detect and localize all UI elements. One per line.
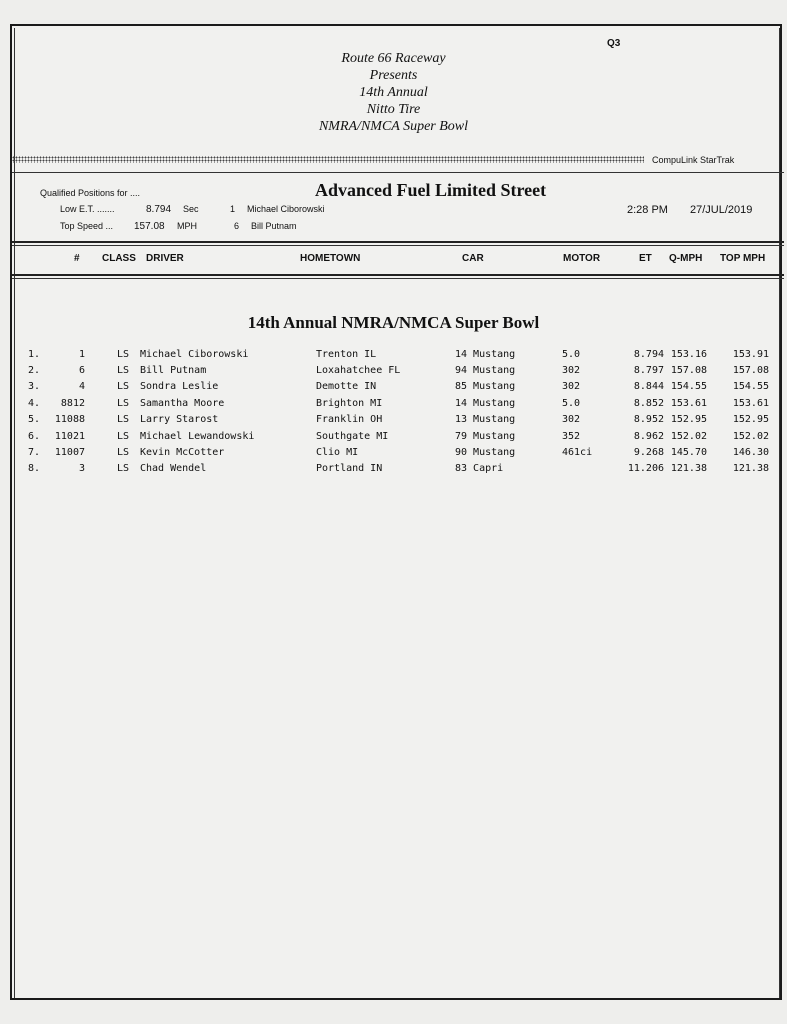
- qmph-cell: 153.61: [670, 398, 707, 409]
- class-cell: LS: [117, 381, 130, 392]
- num-cell: 1: [78, 349, 85, 360]
- class-cell: LS: [117, 447, 130, 458]
- col-num-header: #: [74, 253, 80, 264]
- top-speed-value: 157.08: [134, 221, 165, 232]
- et-cell: 9.268: [633, 447, 664, 458]
- table-row: [0, 381, 787, 397]
- class-cell: LS: [117, 365, 130, 376]
- divider-line: [12, 172, 784, 173]
- col-et-header: ET: [639, 253, 652, 264]
- topmph-cell: 157.08: [732, 365, 769, 376]
- col-qmph-header: Q-MPH: [669, 253, 703, 264]
- low-et-unit: Sec: [183, 204, 199, 214]
- hometown-cell: Trenton IL: [316, 349, 377, 360]
- driver-cell: Samantha Moore: [140, 398, 225, 409]
- et-cell: 8.794: [633, 349, 664, 360]
- col-hometown-header: HOMETOWN: [300, 253, 361, 264]
- num-cell: 3: [78, 463, 85, 474]
- top-speed-driver: Bill Putnam: [251, 221, 297, 231]
- driver-cell: Michael Ciborowski: [140, 349, 249, 360]
- pos-cell: 4.: [28, 398, 41, 409]
- pos-cell: 7.: [28, 447, 41, 458]
- hometown-cell: Franklin OH: [316, 414, 383, 425]
- driver-cell: Larry Starost: [140, 414, 219, 425]
- car-cell: 13 Mustang: [455, 414, 516, 425]
- report-date: 27/JUL/2019: [690, 204, 753, 216]
- et-cell: 8.797: [633, 365, 664, 376]
- low-et-value: 8.794: [146, 204, 172, 215]
- class-cell: LS: [117, 398, 130, 409]
- pos-cell: 5.: [28, 414, 41, 425]
- table-row: [0, 365, 787, 381]
- dotted-divider: [12, 156, 644, 163]
- car-cell: 85 Mustang: [455, 381, 516, 392]
- num-cell: 8812: [60, 398, 85, 409]
- driver-cell: Michael Lewandowski: [140, 431, 255, 442]
- class-cell: LS: [117, 431, 130, 442]
- num-cell: 11007: [54, 447, 85, 458]
- header-line: Presents: [369, 68, 418, 83]
- topmph-cell: 152.95: [732, 414, 769, 425]
- topmph-cell: 154.55: [732, 381, 769, 392]
- top-speed-label: Top Speed ...: [60, 221, 114, 231]
- table-row: [0, 431, 787, 447]
- qmph-cell: 154.55: [670, 381, 707, 392]
- header-line: 14th Annual: [359, 85, 428, 100]
- vendor-label: CompuLink StarTrak: [652, 155, 735, 165]
- et-cell: 8.844: [633, 381, 664, 392]
- driver-cell: Kevin McCotter: [140, 447, 225, 458]
- col-driver-header: DRIVER: [146, 253, 184, 264]
- motor-cell: 5.0: [562, 398, 581, 409]
- qmph-cell: 145.70: [670, 447, 707, 458]
- qmph-cell: 157.08: [670, 365, 707, 376]
- car-cell: 79 Mustang: [455, 431, 516, 442]
- hometown-cell: Portland IN: [316, 463, 383, 474]
- table-row: [0, 349, 787, 365]
- hometown-cell: Clio MI: [316, 447, 359, 458]
- table-row: [0, 414, 787, 430]
- col-car-header: CAR: [462, 253, 484, 264]
- car-cell: 14 Mustang: [455, 398, 516, 409]
- topmph-cell: 146.30: [732, 447, 769, 458]
- pos-cell: 8.: [28, 463, 41, 474]
- col-motor-header: MOTOR: [563, 253, 601, 264]
- num-cell: 11021: [54, 431, 85, 442]
- qualified-label: Qualified Positions for ....: [40, 188, 141, 198]
- header-top-rule: [12, 241, 784, 243]
- driver-cell: Bill Putnam: [140, 365, 207, 376]
- qmph-cell: 153.16: [670, 349, 707, 360]
- header-top-rule-2: [12, 245, 784, 246]
- col-topmph-header: TOP MPH: [720, 253, 766, 264]
- header-bottom-rule-2: [12, 278, 784, 279]
- motor-cell: 302: [562, 414, 581, 425]
- car-cell: 90 Mustang: [455, 447, 516, 458]
- pos-cell: 3.: [28, 381, 41, 392]
- table-row: [0, 398, 787, 414]
- top-speed-unit: MPH: [177, 221, 197, 231]
- num-cell: 4: [78, 381, 85, 392]
- header-line: Route 66 Raceway: [341, 51, 446, 66]
- low-et-driver: Michael Ciborowski: [247, 204, 325, 214]
- car-cell: 94 Mustang: [455, 365, 516, 376]
- header-bottom-rule: [12, 274, 784, 276]
- car-cell: 83 Capri: [455, 463, 504, 474]
- qmph-cell: 152.95: [670, 414, 707, 425]
- event-header: [0, 50, 787, 135]
- class-title: Advanced Fuel Limited Street: [315, 180, 547, 200]
- topmph-cell: 121.38: [732, 463, 769, 474]
- qmph-cell: 121.38: [670, 463, 707, 474]
- sheet-code: Q3: [607, 38, 621, 49]
- table-row: [0, 463, 787, 479]
- driver-cell: Sondra Leslie: [140, 381, 219, 392]
- num-cell: 11088: [54, 414, 85, 425]
- num-cell: 6: [78, 365, 85, 376]
- col-class-header: CLASS: [102, 253, 136, 264]
- pos-cell: 1.: [28, 349, 41, 360]
- et-cell: 8.962: [633, 431, 664, 442]
- motor-cell: 302: [562, 381, 581, 392]
- class-cell: LS: [117, 349, 130, 360]
- et-cell: 8.852: [633, 398, 664, 409]
- report-time: 2:28 PM: [627, 204, 668, 216]
- qmph-cell: 152.02: [670, 431, 707, 442]
- sheet-frame: [10, 24, 782, 1000]
- hometown-cell: Demotte IN: [316, 381, 377, 392]
- car-cell: 14 Mustang: [455, 349, 516, 360]
- topmph-cell: 153.91: [732, 349, 769, 360]
- pos-cell: 2.: [28, 365, 41, 376]
- motor-cell: 5.0: [562, 349, 581, 360]
- topmph-cell: 152.02: [732, 431, 769, 442]
- pos-cell: 6.: [28, 431, 41, 442]
- motor-cell: 461ci: [562, 447, 593, 458]
- low-et-label: Low E.T. .......: [60, 204, 115, 214]
- class-cell: LS: [117, 414, 130, 425]
- class-cell: LS: [117, 463, 130, 474]
- header-line: Nitto Tire: [366, 102, 421, 117]
- motor-cell: 302: [562, 365, 581, 376]
- low-et-num: 1: [230, 204, 236, 214]
- results-title: 14th Annual NMRA/NMCA Super Bowl: [247, 313, 540, 332]
- hometown-cell: Southgate MI: [316, 431, 389, 442]
- table-row: [0, 447, 787, 463]
- hometown-cell: Brighton MI: [316, 398, 383, 409]
- hometown-cell: Loxahatchee FL: [316, 365, 401, 376]
- top-speed-num: 6: [234, 221, 240, 231]
- header-line: NMRA/NMCA Super Bowl: [318, 119, 469, 134]
- et-cell: 11.206: [627, 463, 664, 474]
- et-cell: 8.952: [633, 414, 664, 425]
- motor-cell: 352: [562, 431, 581, 442]
- topmph-cell: 153.61: [732, 398, 769, 409]
- driver-cell: Chad Wendel: [140, 463, 207, 474]
